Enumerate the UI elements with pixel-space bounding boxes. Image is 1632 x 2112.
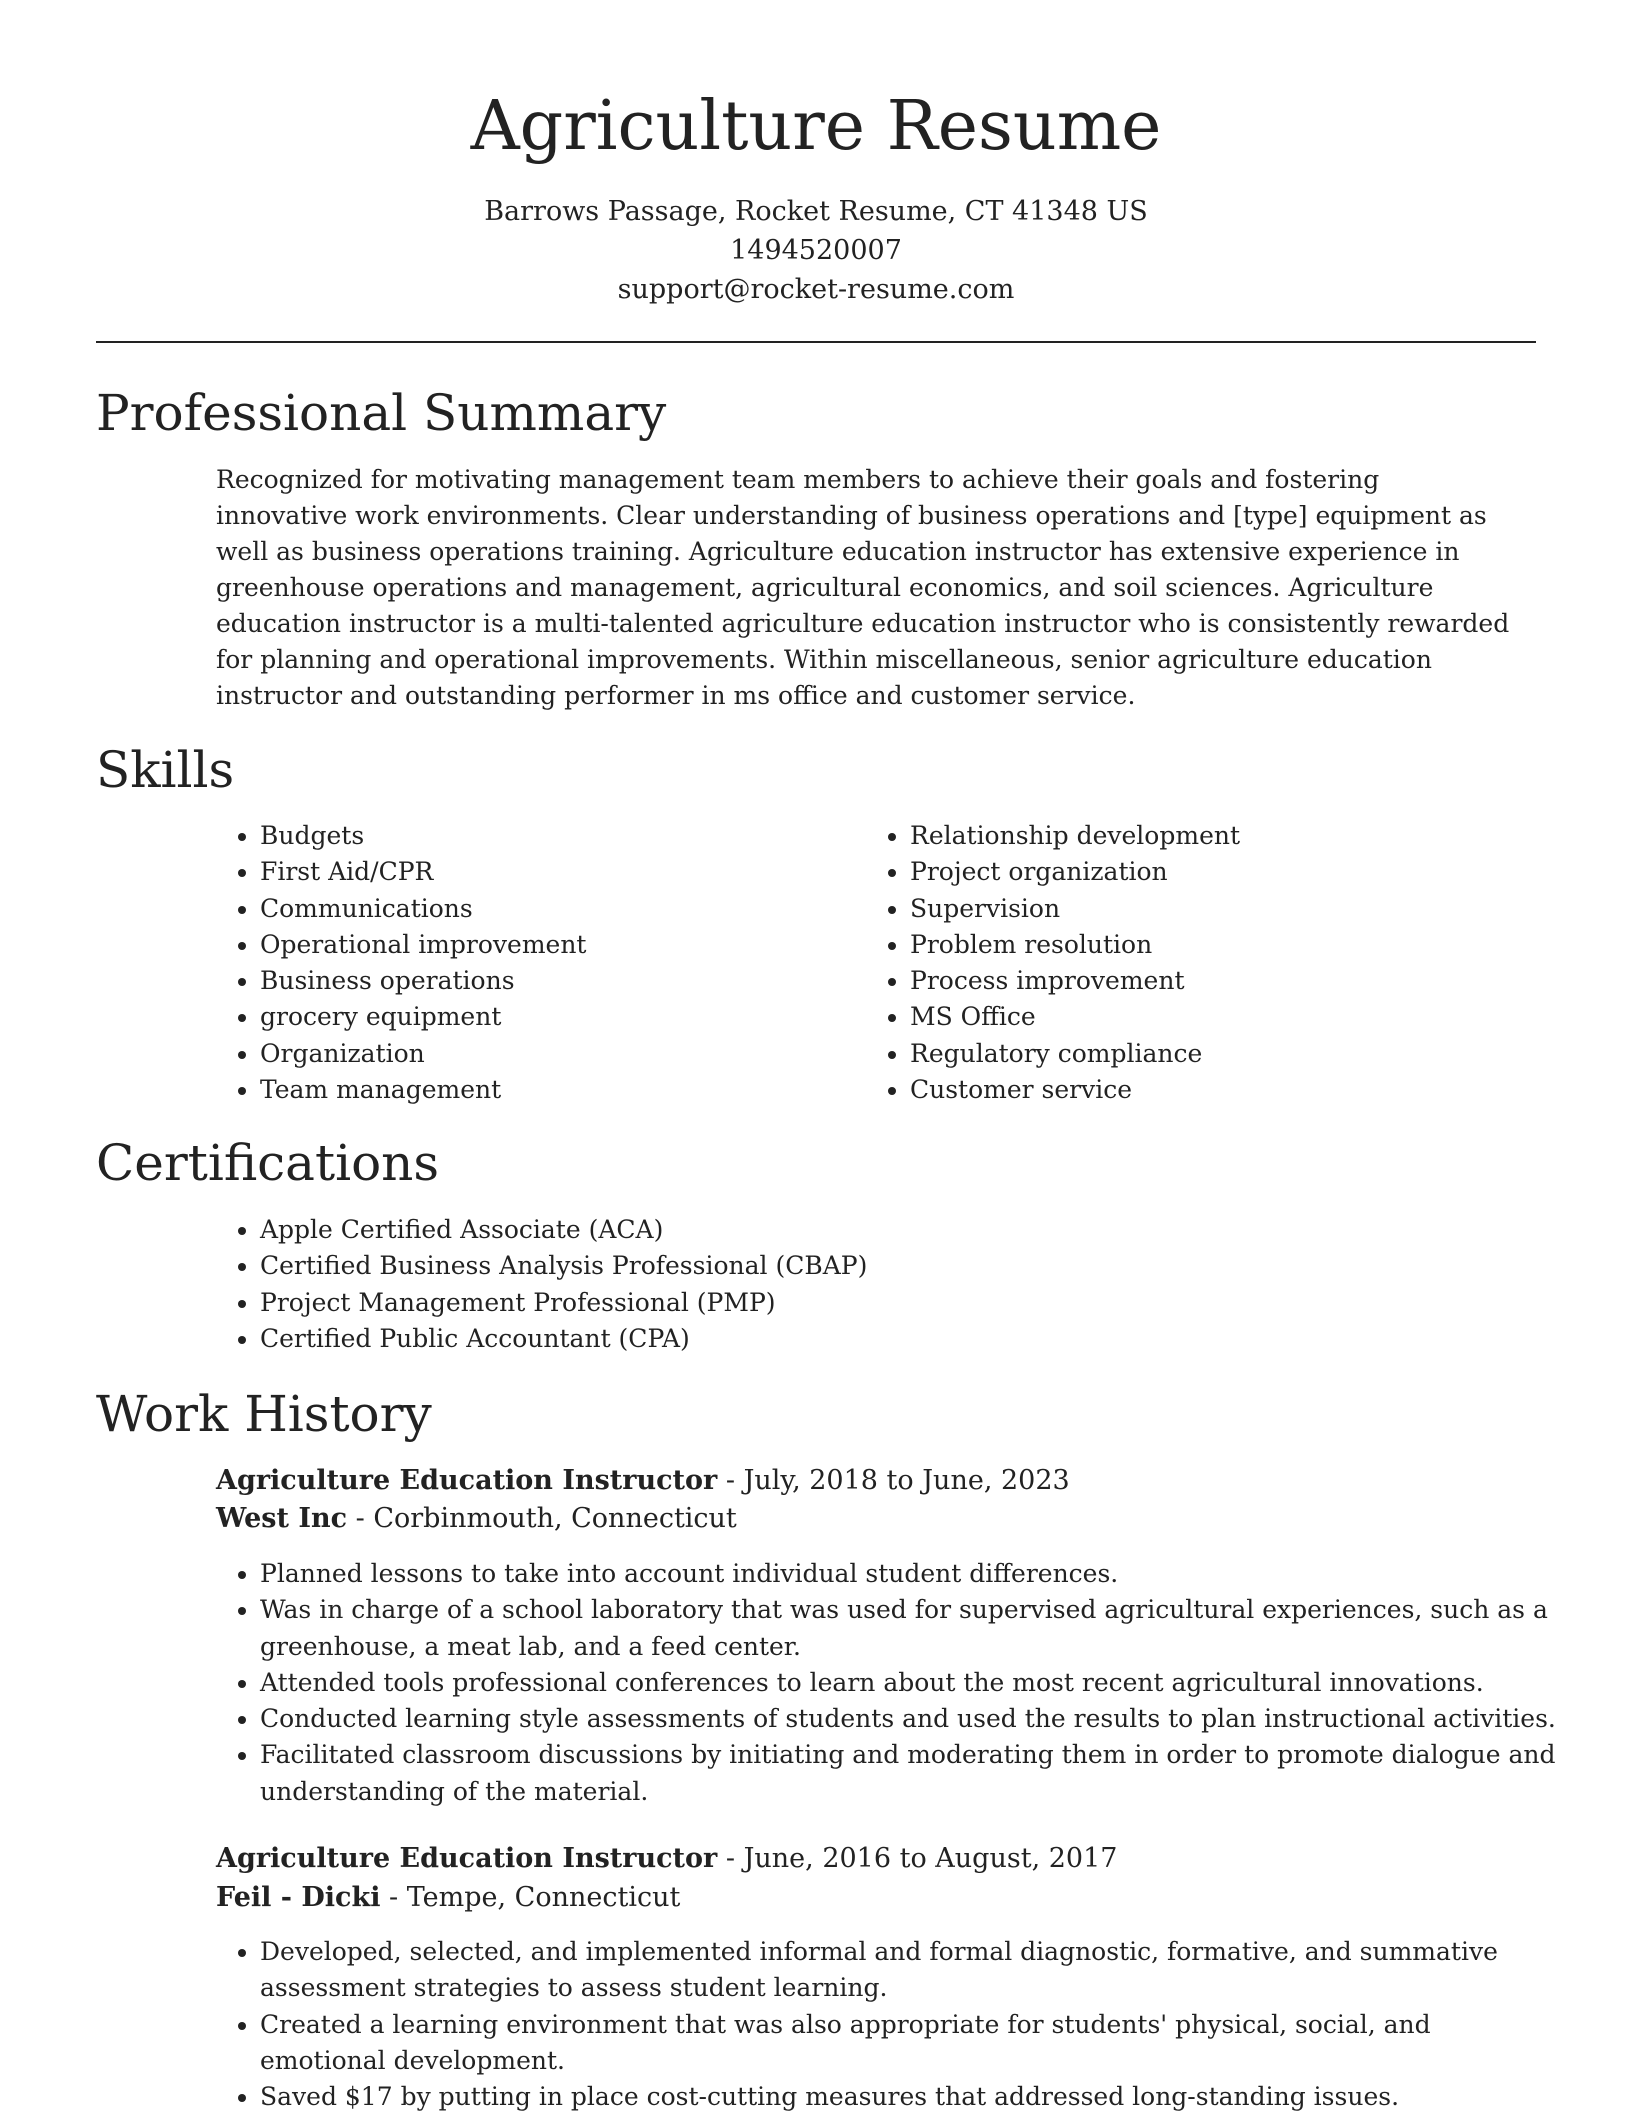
contact-email: support@rocket-resume.com <box>617 274 1015 305</box>
skill-item: • MS Office <box>910 999 1550 1035</box>
skill-item: • Supervision <box>910 891 1550 927</box>
job-bullets <box>216 1556 1560 1810</box>
contact-info <box>0 192 1632 309</box>
certification-item: • Certified Public Accountant (CPA) <box>260 1321 1560 1357</box>
certifications-heading: Certifications <box>96 1134 440 1192</box>
job-bullet: • Facilitated classroom discussions by initiating and moderating them in order to promote dialogue and understanding of the material. <box>260 1737 1560 1810</box>
skill-item: • Relationship development <box>910 818 1550 854</box>
skills-list-right <box>866 818 1550 1108</box>
skill-item: • Problem resolution <box>910 927 1550 963</box>
job-dates: - June, 2016 to August, 2017 <box>717 1843 1118 1874</box>
job-title-line <box>216 1840 1117 1878</box>
skill-item: • Business operations <box>260 963 820 999</box>
job-bullet: • Was in charge of a school laboratory that was used for supervised agricultural experiences, such as a greenhouse, a meat lab, and a feed center. <box>260 1592 1560 1665</box>
skills-list-left <box>216 818 820 1108</box>
skill-item: • grocery equipment <box>260 999 820 1035</box>
job-title-line <box>216 1462 1070 1500</box>
job-company-line <box>216 1500 737 1538</box>
skills-heading: Skills <box>96 741 235 799</box>
job-company-line <box>216 1879 680 1917</box>
job-company: West Inc <box>216 1503 348 1534</box>
resume-name: Agriculture Resume <box>470 87 1162 166</box>
contact-address: Barrows Passage, Rocket Resume, CT 41348 US <box>484 196 1148 227</box>
job-bullet: • Created a learning environment that was also appropriate for students' physical, social, and emotional development. <box>260 2007 1560 2080</box>
skill-item: • Organization <box>260 1036 820 1072</box>
work-history-heading: Work History <box>96 1385 432 1443</box>
job-bullet: • Conducted learning style assessments of students and used the results to plan instructional activities. <box>260 1701 1560 1737</box>
job-role: Agriculture Education Instructor <box>216 1465 718 1496</box>
skill-item: • Team management <box>260 1072 820 1108</box>
summary-heading: Professional Summary <box>96 384 667 442</box>
job-bullets <box>216 1934 1560 2112</box>
job-company: Feil - Dicki <box>216 1882 381 1913</box>
header-divider <box>96 341 1536 343</box>
skill-item: • First Aid/CPR <box>260 854 820 890</box>
job-bullet: • Planned lessons to take into account individual student differences. <box>260 1556 1560 1592</box>
certification-item: • Apple Certified Associate (ACA) <box>260 1212 1560 1248</box>
certification-item: • Certified Business Analysis Professional (CBAP) <box>260 1248 1560 1284</box>
certification-item: • Project Management Professional (PMP) <box>260 1285 1560 1321</box>
skill-item: • Process improvement <box>910 963 1550 999</box>
job-location: - Corbinmouth, Connecticut <box>347 1503 737 1534</box>
skill-item: • Budgets <box>260 818 820 854</box>
summary-text: Recognized for motivating management team members to achieve their goals and fostering innovative work environments. Clear understanding of business operations and [type] equipment as well as business operations training. Agriculture education instructor has extensive experience in greenhouse operations and management, agricultural economics, and soil sciences. Agriculture education instructor is a multi-talented agriculture education instructor who is consistently rewarded for planning and operational improvements. Within miscellaneous, senior agriculture education instructor and outstanding performer in ms office and customer service. <box>216 465 1510 710</box>
certifications-list <box>216 1212 1560 1357</box>
job-dates: - July, 2018 to June, 2023 <box>717 1465 1070 1496</box>
contact-phone: 1494520007 <box>730 235 902 266</box>
job-bullet: • Attended tools professional conferences to learn about the most recent agricultural innovations. <box>260 1665 1560 1701</box>
skill-item: • Customer service <box>910 1072 1550 1108</box>
resume-header <box>0 0 1632 309</box>
job-location: - Tempe, Connecticut <box>380 1882 681 1913</box>
job-role: Agriculture Education Instructor <box>216 1843 718 1874</box>
skill-item: • Operational improvement <box>260 927 820 963</box>
skill-item: • Regulatory compliance <box>910 1036 1550 1072</box>
skill-item: • Project organization <box>910 854 1550 890</box>
job-bullet: • Saved $17 by putting in place cost-cutting measures that addressed long-standing issues. <box>260 2079 1560 2112</box>
skill-item: • Communications <box>260 891 820 927</box>
job-bullet: • Developed, selected, and implemented informal and formal diagnostic, formative, and summative assessment strategies to assess student learning. <box>260 1934 1560 2007</box>
